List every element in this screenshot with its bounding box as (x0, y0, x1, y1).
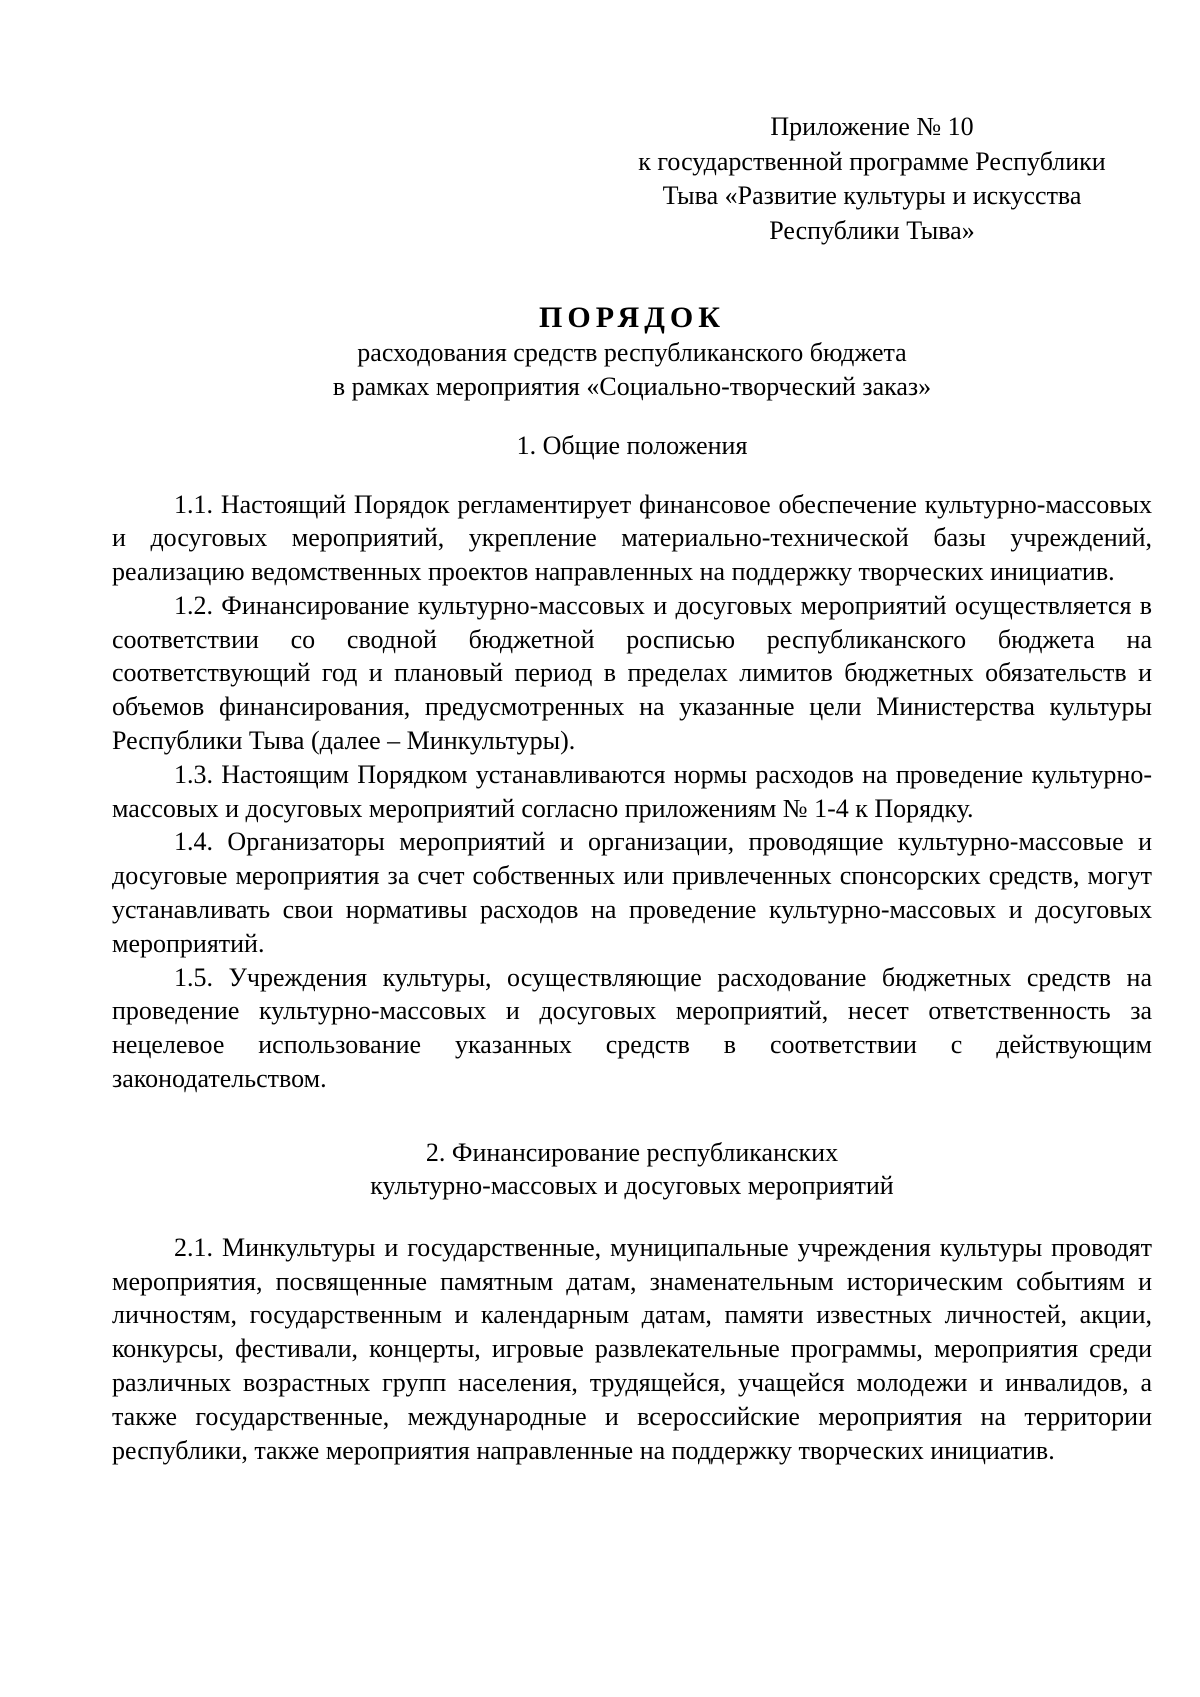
appendix-line: Тыва «Развитие культуры и искусства (662, 181, 1082, 210)
section-2-body (112, 1231, 1152, 1468)
appendix-line: Приложение № 10 (770, 112, 974, 141)
section-2-heading (112, 1136, 1152, 1203)
paragraph-1-1: 1.1. Настоящий Порядок регламентирует финансовое обеспечение культурно-массовых и досуговых мероприятий, укрепление материально-технической базы учреждений, реализацию ведомственных проектов направленных на поддержку творческих инициатив. (112, 489, 1152, 587)
paragraph-1-4: 1.4. Организаторы мероприятий и организации, проводящие культурно-массовые и досуговые мероприятия за счет собственных или привлеченных спонсорских средств, могут устанавливать свои нормативы расходов на проведение культурно-массовых и досуговых мероприятий. (112, 827, 1152, 958)
paragraph-1-2: 1.2. Финансирование культурно-массовых и досуговых мероприятий осуществляется в соответствии со сводной бюджетной росписью республиканского бюджета на соответствующий год и плановый период в пределах лимитов бюджетных обязательств и объемов финансирования, предусмотренных на указанные цели Министерства культуры Республики Тыва (далее – Минкультуры). (112, 590, 1152, 756)
paragraph-1-5: 1.5. Учреждения культуры, осуществляющие расходование бюджетных средств на проведение культурно-массовых и досуговых мероприятий, несет ответственность за нецелевое использование указанных средств в соответствии с действующим законодательством. (112, 962, 1152, 1094)
section-heading-line: 1. Общие положения (516, 431, 748, 460)
section-heading-line: культурно-массовых и досуговых мероприятий (370, 1171, 894, 1201)
paragraph-1-3: 1.3. Настоящим Порядком устанавливаются нормы расходов на проведение культурно-массовых и досуговых мероприятий согласно приложениям № 1-4 к Порядку. (112, 759, 1152, 823)
paragraph-2-1: 2.1. Минкультуры и государственные, муниципальные учреждения культуры проводят мероприятия, посвященные памятным датам, знаменательным историческим событиям и личностям, государственным и календарным датам, памяти известных личностей, акции, конкурсы, фестивали, концерты, игровые развлекательные программы, мероприятия среди различных возрастных групп населения, трудящейся, учащейся молодежи и инвалидов, а также государственные, международные и всероссийские мероприятия на территории республики, также мероприятия направленные на поддержку творческих инициатив. (112, 1232, 1152, 1465)
section-heading-line: 2. Финансирование республиканских (425, 1137, 839, 1167)
document-subtitle (112, 336, 1152, 403)
subtitle-line: расходования средств республиканского бюджета (357, 338, 907, 367)
appendix-line: к государственной программе Республики (638, 146, 1106, 176)
subtitle-line: в рамках мероприятия «Социально-творческий заказ» (332, 371, 932, 401)
section-1-heading (112, 429, 1152, 463)
appendix-note (602, 110, 1142, 248)
section-1-body (112, 488, 1152, 1096)
appendix-line: Республики Тыва» (769, 215, 975, 245)
document-page (112, 110, 1152, 1467)
document-title: ПОРЯДОК (539, 301, 725, 334)
